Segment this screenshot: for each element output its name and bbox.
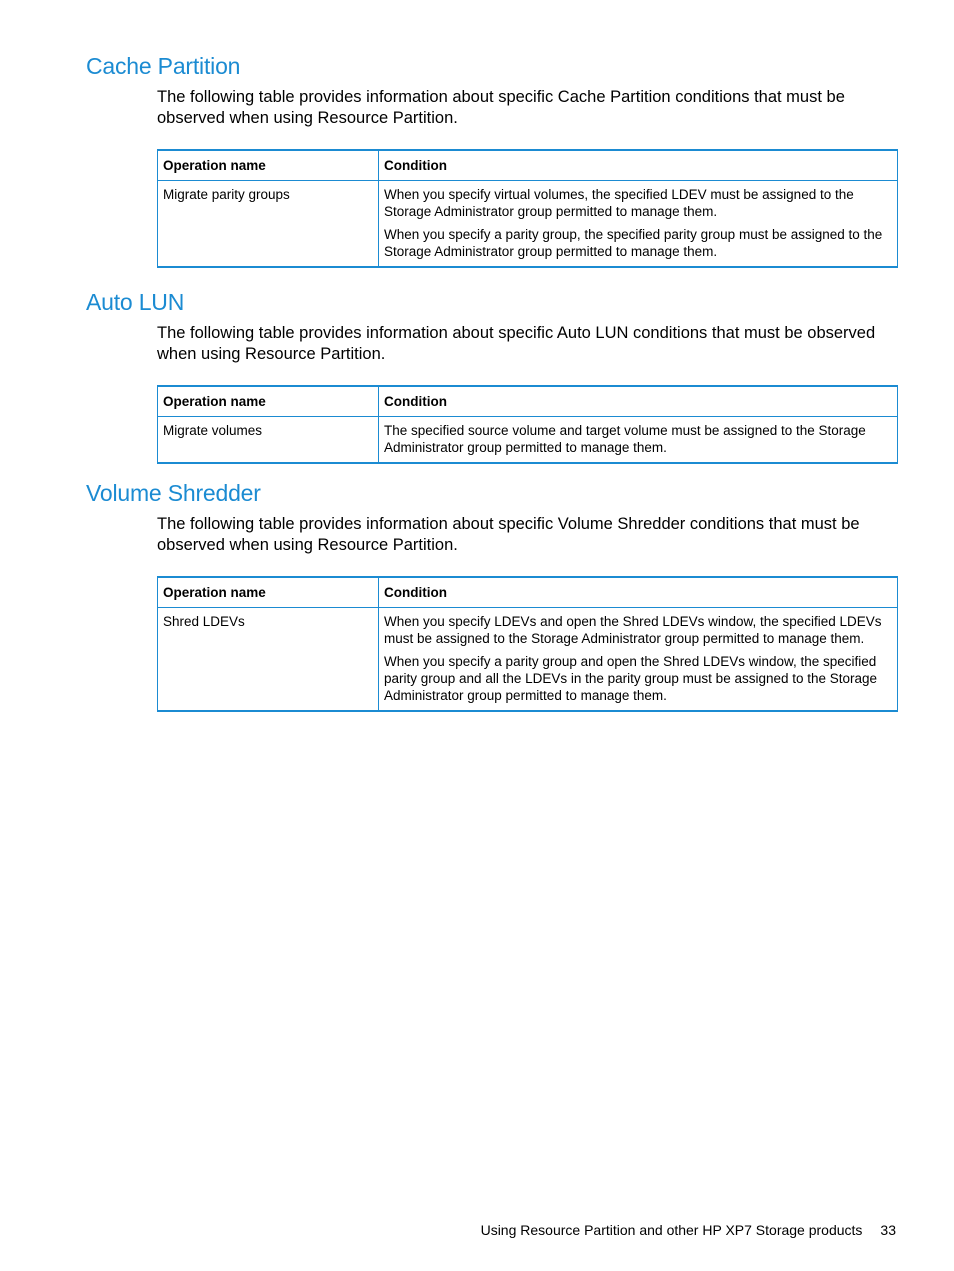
condition-cell: [379, 181, 898, 268]
conditions-table: [157, 576, 898, 712]
section-intro: The following table provides information about specific Auto LUN conditions that must be observed when using Resource Partition.: [157, 324, 876, 363]
column-header-condition: Condition: [379, 577, 898, 608]
table-header-row: [158, 577, 898, 608]
table-header-row: [158, 150, 898, 181]
table-row: [158, 608, 898, 712]
table-row: [158, 417, 898, 464]
condition-text: When you specify a parity group, the specified parity group must be assigned to the Storage Administrator group permitted to manage them.: [384, 227, 883, 259]
section-title: Auto LUN: [86, 289, 185, 315]
column-header-operation: Operation name: [158, 577, 379, 608]
footer-text: Using Resource Partition and other HP XP7 Storage products: [480, 1222, 863, 1238]
operation-cell: Migrate volumes: [158, 417, 379, 464]
table-header-row: [158, 386, 898, 417]
operation-cell: Shred LDEVs: [158, 608, 379, 712]
condition-text: The specified source volume and target volume must be assigned to the Storage Administrator group permitted to manage them.: [384, 423, 866, 455]
table-row: [158, 181, 898, 268]
condition-text: When you specify LDEVs and open the Shred LDEVs window, the specified LDEVs must be assigned to the Storage Administrator group permitted to manage them.: [384, 614, 882, 646]
column-header-operation: Operation name: [158, 386, 379, 417]
condition-text: When you specify virtual volumes, the specified LDEV must be assigned to the Storage Administrator group permitted to manage them.: [384, 187, 854, 219]
section-title: Volume Shredder: [86, 480, 261, 506]
conditions-table: [157, 385, 898, 464]
page-number: 33: [880, 1222, 896, 1238]
condition-cell: [379, 608, 898, 712]
condition-cell: [379, 417, 898, 464]
section-title: Cache Partition: [86, 53, 241, 79]
conditions-table: [157, 149, 898, 268]
condition-text: When you specify a parity group and open the Shred LDEVs window, the specified parity group and all the LDEVs in the parity group must be assigned to the Storage Administrator group permitted to manage them.: [384, 654, 878, 703]
column-header-condition: Condition: [379, 386, 898, 417]
section-intro: The following table provides information about specific Cache Partition conditions that must be observed when using Resource Partition.: [157, 88, 845, 127]
column-header-condition: Condition: [379, 150, 898, 181]
section-intro: The following table provides information about specific Volume Shredder conditions that must be observed when using Resource Partition.: [157, 515, 860, 554]
page-footer: [481, 1222, 896, 1238]
column-header-operation: Operation name: [158, 150, 379, 181]
operation-cell: Migrate parity groups: [158, 181, 379, 268]
